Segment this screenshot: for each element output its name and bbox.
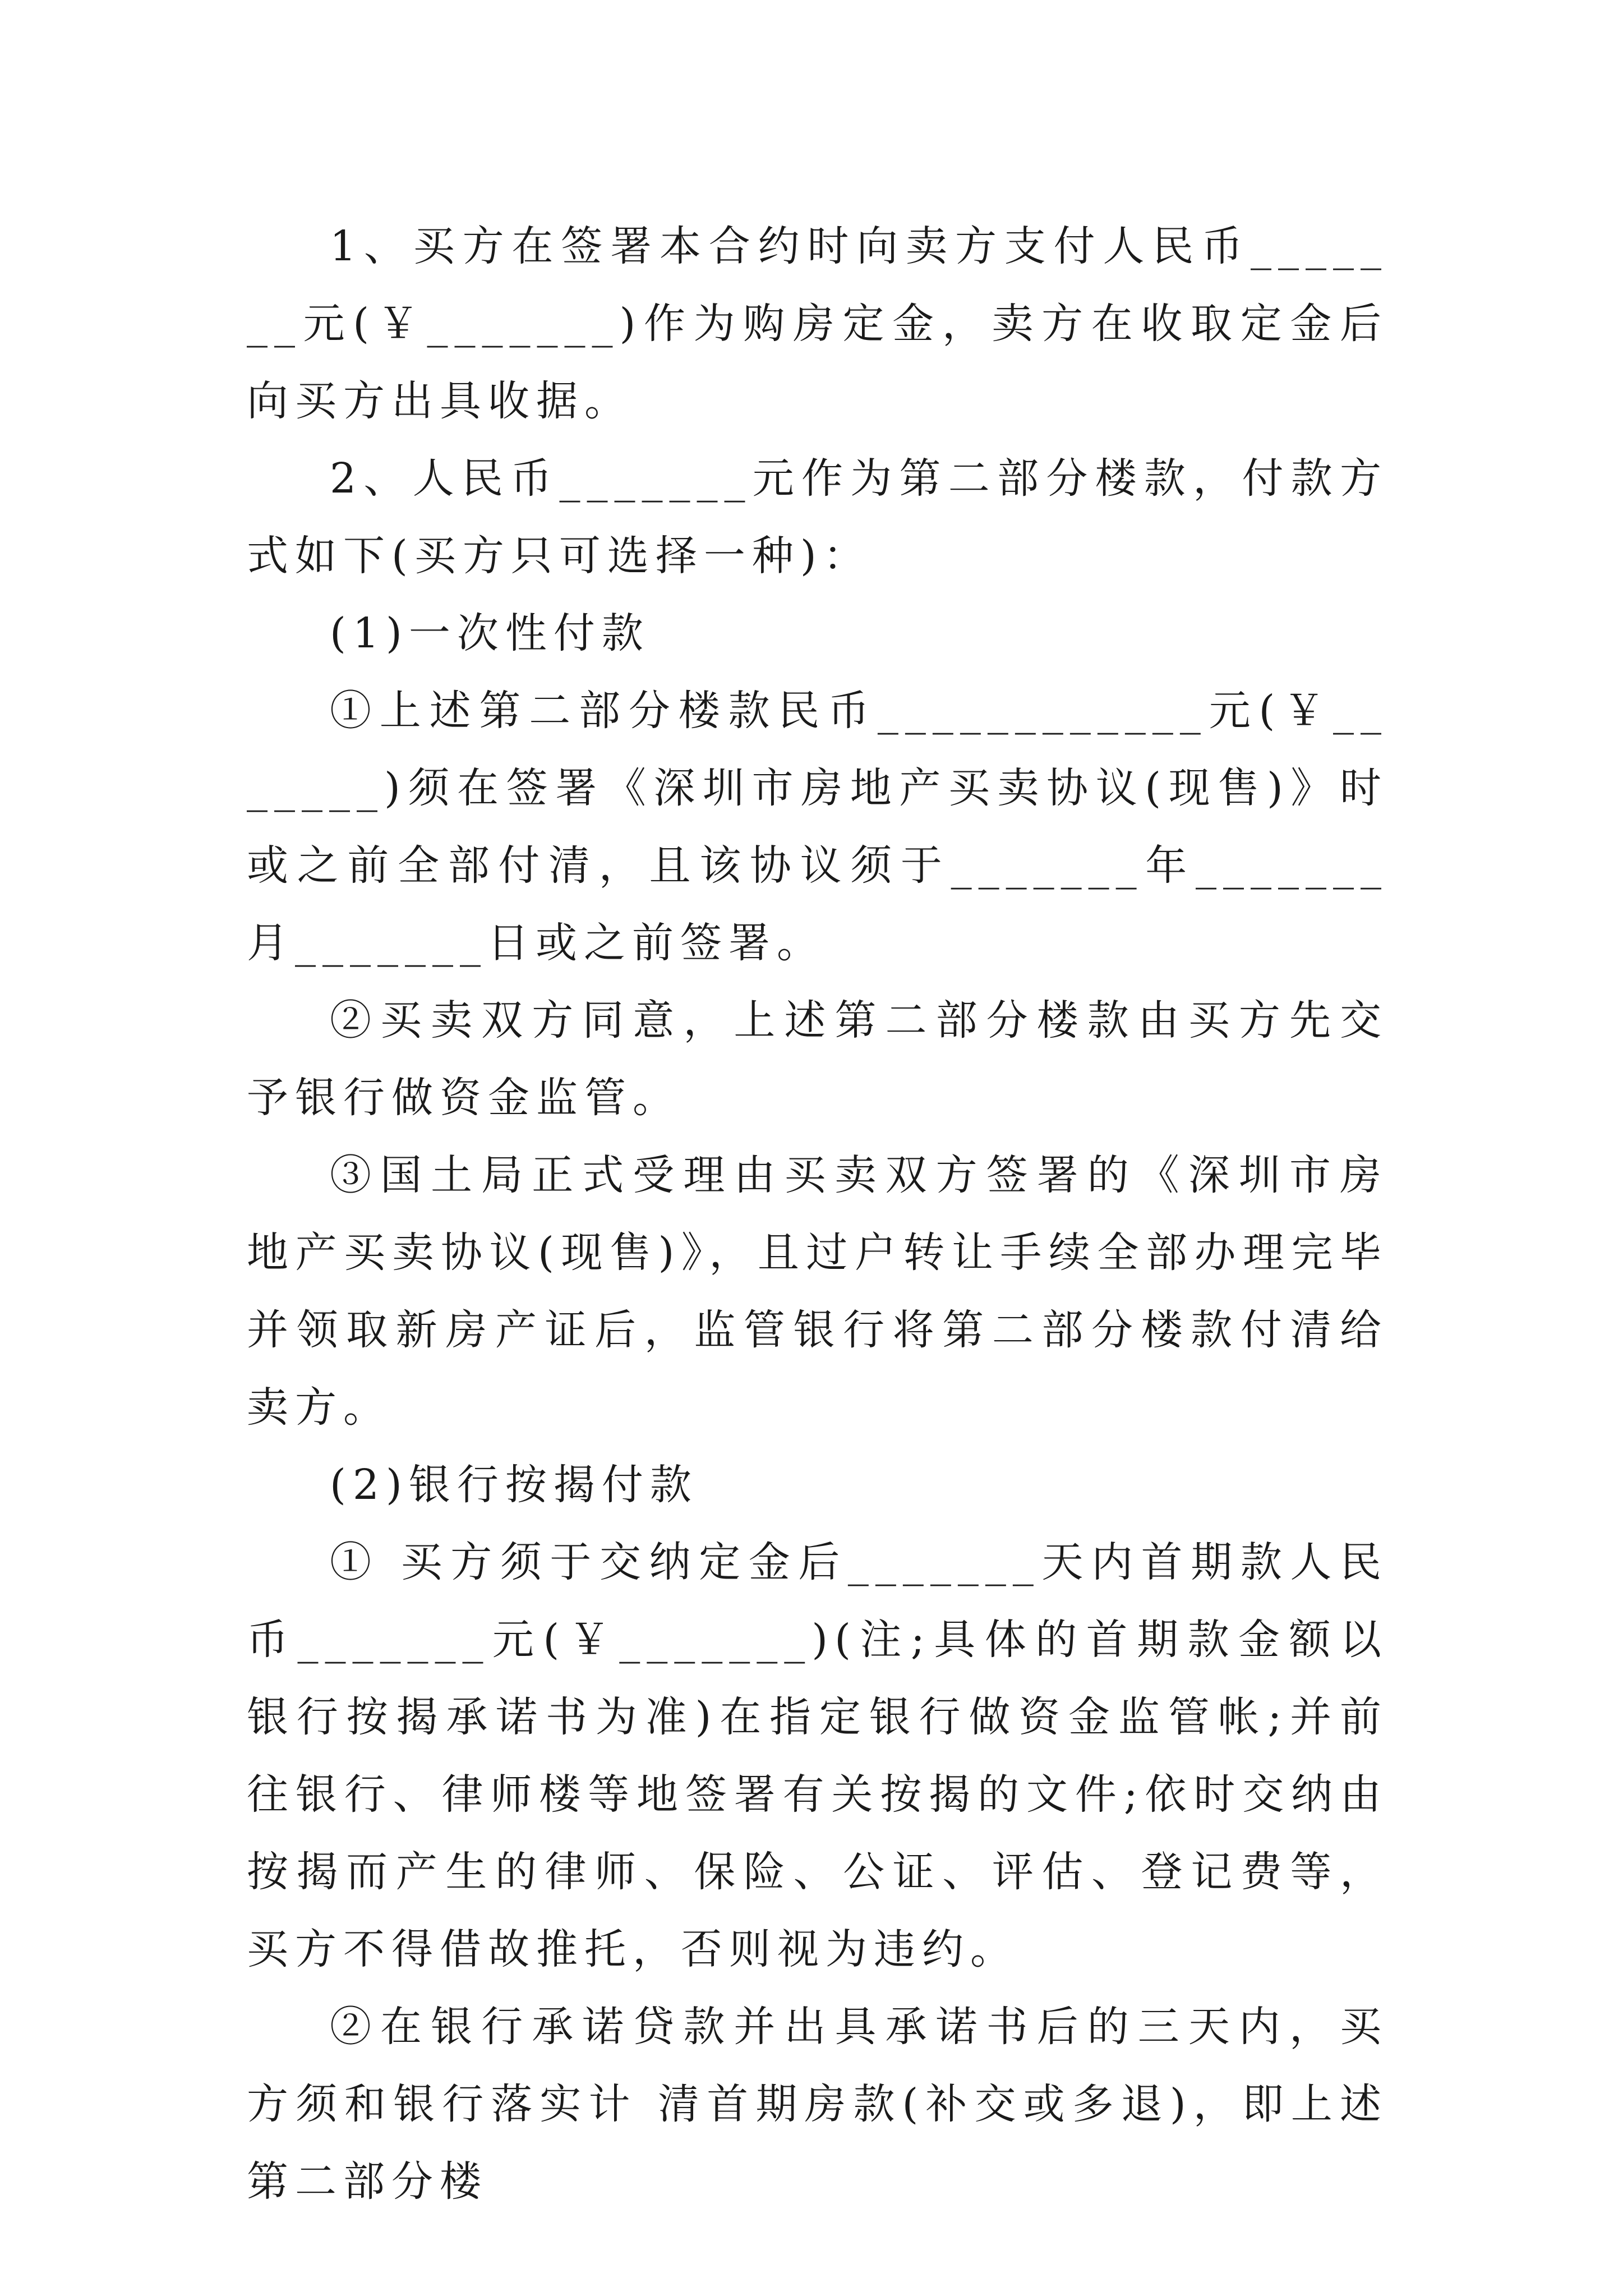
heading-lump-sum: (1)一次性付款 xyxy=(330,609,650,657)
paragraph-mortgage-2: ②在银行承诺贷款并出具承诺书后的三天内，买方须和银行落实计 清首期房款(补交或多退)，即上述第二部分楼 xyxy=(247,2003,1388,2206)
paragraph-deposit: 1、买方在签署本合约时向卖方支付人民币_______元(￥_______)作为购房定金，卖方在收取定金后向买方出具收据。 xyxy=(247,222,1388,425)
paragraph-lump-sum-3: ③国土局正式受理由买卖双方签署的《深圳市房地产买卖协议(现售)》，且过户转让手续全部办理完毕并领取新房产证后，监管银行将第二部分楼款付清给卖方。 xyxy=(247,1151,1388,1432)
paragraph-mortgage-1: ① 买方须于交纳定金后_______天内首期款人民币_______元(￥_______)(注;具体的首期款金额以银行按揭承诺书为准)在指定银行做资金监管帐;并前往银行、律师楼等地签署有关按揭的文件;依时交纳由按揭而产生的律师、保险、公证、评估、登记费等，买方不得借故推托，否则视为违约。 xyxy=(247,1538,1388,1973)
contract-text xyxy=(247,208,1388,2220)
paragraph-lump-sum-1: ①上述第二部分楼款民币____________元(￥_______)须在签署《深圳市房地产买卖协议(现售)》时或之前全部付清，且该协议须于_______年_______月_______日或之前签署。 xyxy=(247,687,1388,967)
paragraph-second-payment: 2、人民币_______元作为第二部分楼款，付款方式如下(买方只可选择一种)： xyxy=(247,454,1388,580)
paragraph-lump-sum-2: ②买卖双方同意，上述第二部分楼款由买方先交予银行做资金监管。 xyxy=(247,996,1388,1122)
heading-mortgage: (2)银行按揭付款 xyxy=(330,1461,698,1509)
